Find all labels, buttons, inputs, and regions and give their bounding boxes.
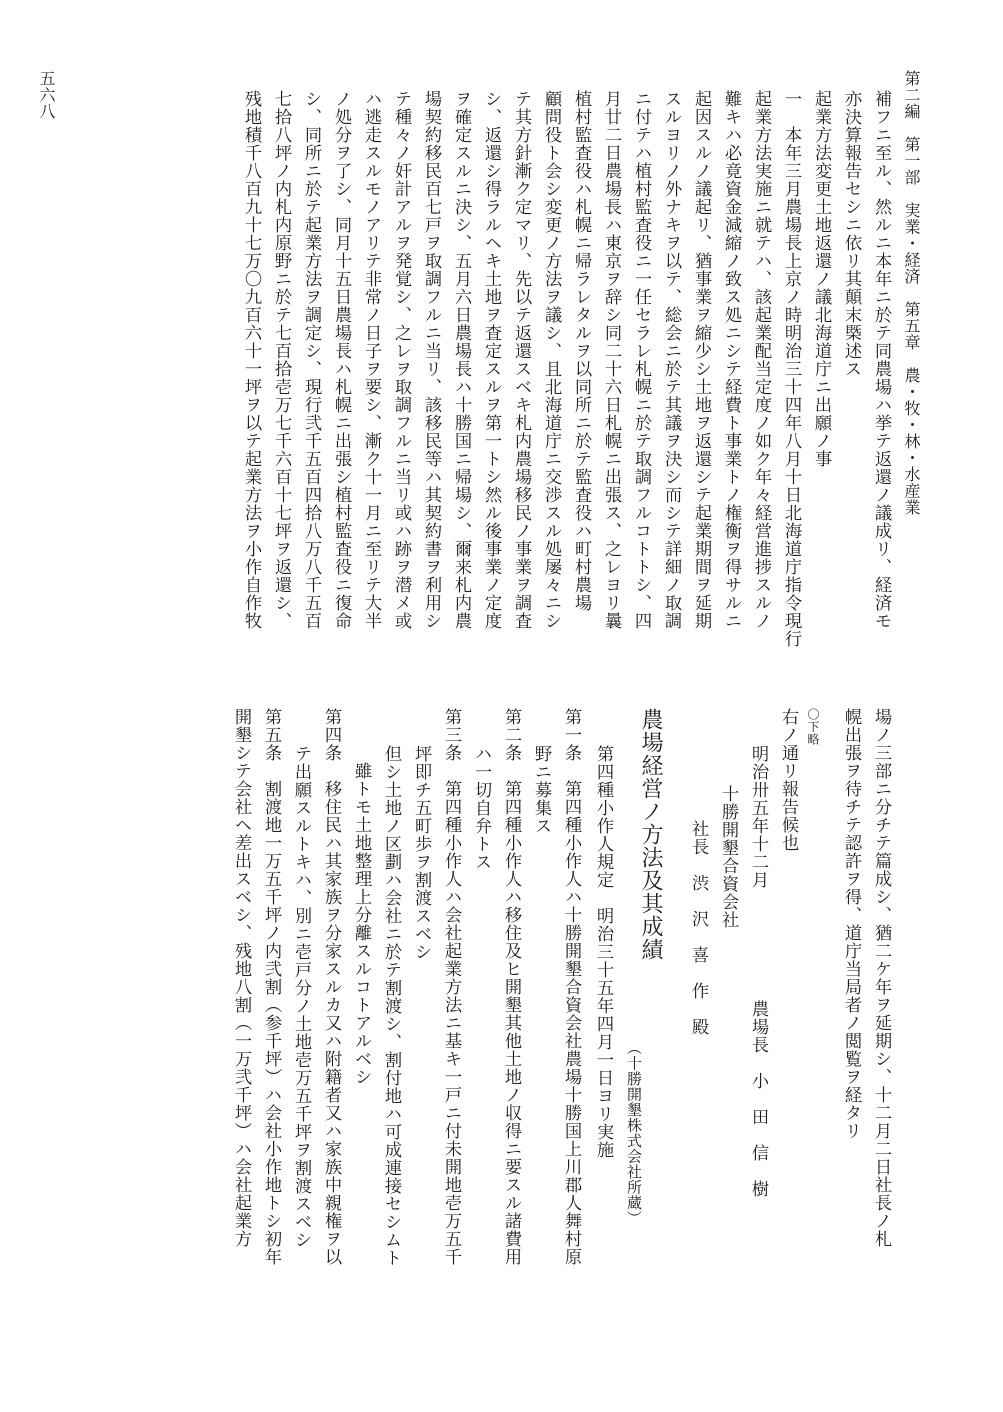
article-line: 第四条 移住民ハ其家族ヲ分家スルカ又ハ附籍者又ハ家族中親権ヲ以: [321, 708, 341, 1266]
text-line: 難キハ必竟資金減縮ノ致ス処ニシテ経費ト事業トノ権衡ヲ得サルニ: [721, 90, 741, 630]
text-line: 一 本年三月農場長上京ノ時明治三十四年八月十日北海道庁指令現行: [781, 90, 801, 648]
text-line: 七拾八坪ノ内札内原野ニ於テ七百拾壱万七千六百十七坪ヲ返還シ、: [271, 90, 291, 630]
signer-name: 農場長 小 田 信 樹: [748, 1000, 768, 1198]
addressee-company: 十勝開墾合資会社: [718, 785, 738, 929]
text-line: 残地積千八百九十七万〇九百六十一坪ヲ以テ起業方法ヲ小作自作牧: [241, 90, 261, 630]
text-line: 場ノ三部ニ分チテ篇成シ、猶二ケ年ヲ延期シ、十二月二日社長ノ札: [871, 708, 891, 1248]
text-line: シ、返還シ得ラルヘキ土地ヲ査定スルヲ第一トシ然ル後事業ノ定度: [481, 90, 501, 630]
report-date: 明治卅五年十二月: [748, 745, 768, 889]
text-line: 補フニ至ル、然ルニ本年ニ於テ同農場ハ挙テ返還ノ議成リ、経済モ: [871, 90, 891, 630]
article-line: 第一条 第四種小作人ハ十勝開墾合資会社農場十勝国上川郡人舞村原: [561, 708, 581, 1266]
article-line: 野ニ募集ス: [531, 745, 551, 835]
article-line: ハ一切自弁トス: [471, 745, 491, 871]
text-line: ハ逃走スルモノアリテ非常ノ日子ヲ要シ、漸ク十一月ニ至リテ大半: [361, 90, 381, 630]
article-line: 第五条 割渡地一万五千坪ノ内弐割（参千坪）ハ会社小作地トシ初年: [261, 708, 281, 1266]
text-line: 幌出張ヲ待チテ認許ヲ得、道庁当局者ノ閲覧ヲ経タリ: [841, 708, 861, 1140]
text-line: 起因スルノ議起リ、猶事業ヲ縮少シ土地ヲ返還シテ起業期間ヲ延期: [691, 90, 711, 630]
text-line: 植村監査役ハ札幌ニ帰ラレタルヲ以同所ニ於テ監査役ハ町村農場: [571, 90, 591, 612]
text-line: スルヨリノ外ナキヲ以テ、総会ニ於テ其議ヲ決シ而シテ詳細ノ取調: [661, 90, 681, 630]
omission-mark: 〇下略: [806, 708, 820, 746]
text-line: シ、同所ニ於テ起業方法ヲ調定シ、現行弐千五百四拾八万八千五百: [301, 90, 321, 630]
article-line: 第二条 第四種小作人ハ移住及ヒ開墾其他土地ノ収得ニ要スル諸費用: [501, 708, 521, 1266]
article-line: 雖トモ土地整理上分離スルコトアルベシ: [351, 762, 371, 1086]
article-line: 坪即チ五町歩ヲ割渡スベシ: [411, 745, 431, 961]
text-line: 亦決算報告セシニ依リ其顛末槩述ス: [841, 90, 861, 378]
page-number: 五六八: [37, 70, 56, 120]
text-line: テ其方針漸ク定マリ、先以テ返還スベキ札内農場移民ノ事業ヲ調査: [511, 90, 531, 630]
article-line: テ出願スルトキハ、別ニ壱戸分ノ土地壱万五千坪ヲ割渡スベシ: [291, 745, 311, 1249]
text-line: 起業方法実施ニ就テハ、該起業配当定度ノ如ク年々経営進捗スルノ: [751, 90, 771, 630]
text-line: ヲ確定スルニ決シ、五月六日農場長ハ十勝国ニ帰場シ、爾来札内農: [451, 90, 471, 630]
text-line: 場契約移民百七戸ヲ取調フルニ当リ、該移民等ハ其契約書ヲ利用シ: [421, 90, 441, 630]
article-line: 第三条 第四種小作人ハ会社起業方法ニ基キ一戸ニ付未開地壱万五千: [441, 708, 461, 1266]
text-line: 月廿二日農場長ハ東京ヲ辞シ同二十六日札幌ニ出張ス、之レヨリ曩: [601, 90, 621, 630]
text-line: テ種々ノ奸計アルヲ発覚シ、之レヲ取調フルニ当リ或ハ跡ヲ潜メ或: [391, 90, 411, 630]
running-header: 第二編 第一部 実業・経済 第五章 農・牧・林・水産業: [902, 70, 921, 516]
text-line: 顧問役ト会シ変更ノ方法ヲ議シ、且北海道庁ニ交渉スル処屡々ニシ: [541, 90, 561, 630]
heading-line: 起業方法変更土地返還ノ議北海道庁ニ出願ノ事: [811, 90, 831, 468]
report-closing: 右ノ通リ報告候也: [778, 708, 798, 852]
section-title: 農場経営ノ方法及其成績: [638, 708, 663, 961]
article-line: 開墾シテ会社ヘ差出スベシ、残地八割（一万弐千坪）ハ会社起業方: [231, 708, 251, 1248]
source-note: （十勝開墾株式会社所蔵）: [625, 1040, 643, 1226]
regulation-title: 第四種小作人規定 明治三十五年四月一日ヨリ実施: [593, 745, 613, 1159]
article-line: 但シ土地ノ区劃ハ会社ニ於テ割渡シ、割付地ハ可成連接セシムト: [381, 745, 401, 1267]
addressee-name: 社長 渋 沢 喜 作 殿: [688, 820, 708, 1036]
text-line: ニ付テハ植村監査役ニ一任セラレ札幌ニ於テ取調フルコトトシ、四: [631, 90, 651, 630]
text-line: ノ処分ヲ了シ、同月十五日農場長ハ札幌ニ出張シ植村監査役ニ復命: [331, 90, 351, 630]
